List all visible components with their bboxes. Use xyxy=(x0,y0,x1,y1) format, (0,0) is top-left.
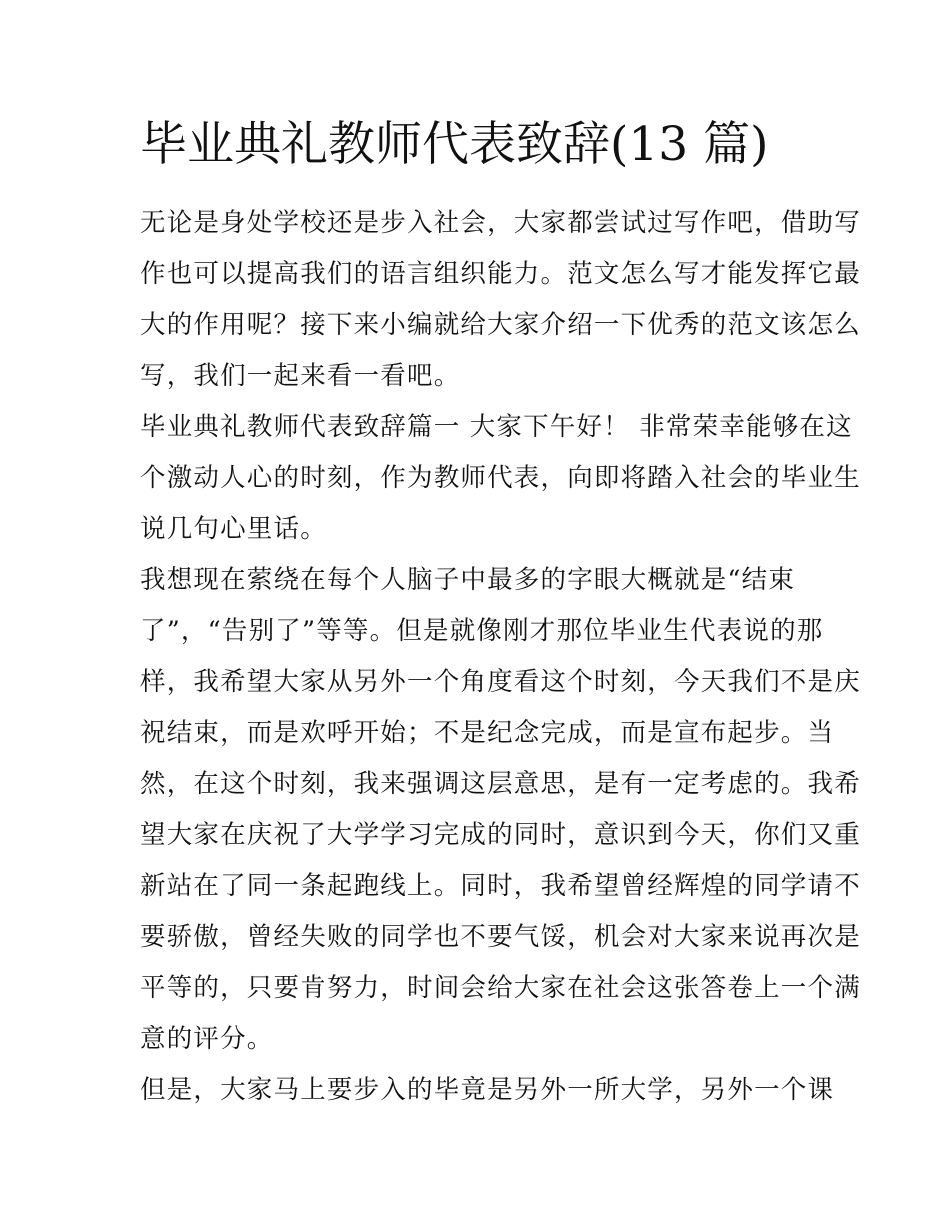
text-line: 作也可以提高我们的语言组织能力。范文怎么写才能发挥它最 xyxy=(140,259,861,289)
paragraph xyxy=(140,198,861,402)
text-line: 个激动人心的时刻，作为教师代表，向即将踏入社会的毕业生 xyxy=(140,463,861,493)
text-line: 无论是身处学校还是步入社会，大家都尝试过写作吧，借助写 xyxy=(140,208,861,238)
text-line: 意的评分。 xyxy=(140,1024,274,1054)
text-line: 我想现在萦绕在每个人脑子中最多的字眼大概就是“结束 xyxy=(140,565,796,595)
text-line: 平等的，只要肯努力，时间会给大家在社会这张答卷上一个满 xyxy=(140,973,861,1003)
text-line: 新站在了同一条起跑线上。同时，我希望曾经辉煌的同学请不 xyxy=(140,871,861,901)
document-body xyxy=(140,198,861,1116)
text-line: 望大家在庆祝了大学学习完成的同时，意识到今天，你们又重 xyxy=(140,820,861,850)
text-line: 样，我希望大家从另外一个角度看这个时刻，今天我们不是庆 xyxy=(140,667,861,697)
text-line: 大的作用呢？接下来小编就给大家介绍一下优秀的范文该怎么 xyxy=(140,310,861,340)
document-title: 毕业典礼教师代表致辞(13 篇) xyxy=(140,117,769,172)
text-line: 说几句心里话。 xyxy=(140,514,327,544)
paragraph xyxy=(140,555,861,1065)
text-line: 写，我们一起来看一看吧。 xyxy=(140,361,461,391)
text-line: 要骄傲，曾经失败的同学也不要气馁，机会对大家来说再次是 xyxy=(140,922,861,952)
text-line: 毕业典礼教师代表致辞篇一 大家下午好！ 非常荣幸能够在这 xyxy=(140,412,853,442)
text-line: 然，在这个时刻，我来强调这层意思，是有一定考虑的。我希 xyxy=(140,769,861,799)
text-line: 但是，大家马上要步入的毕竟是另外一所大学，另外一个课 xyxy=(140,1075,835,1105)
text-line: 了”，“告别了”等等。但是就像刚才那位毕业生代表说的那 xyxy=(140,616,824,646)
paragraph xyxy=(140,1065,840,1116)
text-line: 祝结束，而是欢呼开始；不是纪念完成，而是宣布起步。当 xyxy=(140,718,835,748)
paragraph xyxy=(140,402,861,555)
